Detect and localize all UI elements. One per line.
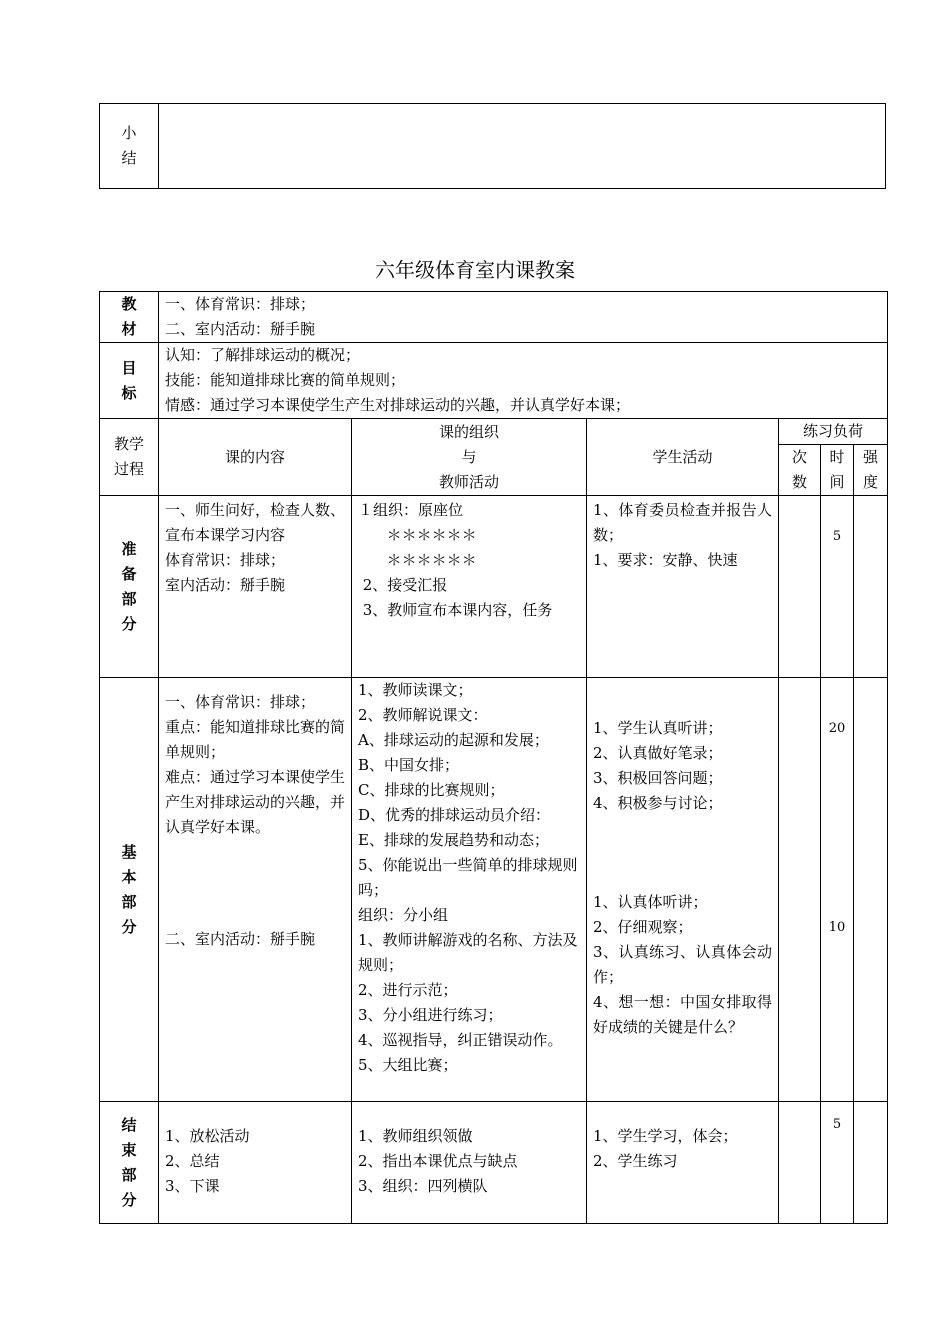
goals-line: 技能：能知道排球比赛的简单规则； [165,371,406,389]
section-label-char: 部 [121,1165,137,1184]
basic-student-line: 2、仔细观察； [593,918,693,936]
header-intensity-line: 度 [863,473,879,491]
header-time-line: 间 [829,473,845,491]
closing-student-line: 2、学生练习 [593,1152,678,1170]
header-count-line: 次 [791,448,807,466]
basic-student-line: 3、积极回答问题； [593,769,723,787]
section-label-char: 分 [121,1190,137,1209]
materials-label [100,292,159,343]
section-label-char: 束 [121,1140,137,1159]
preparation-organization-line: 2、接受汇报 [358,576,448,594]
header-process-line: 教学 [113,435,144,453]
closing-count [779,1102,821,1224]
closing-content-line: 1、放松活动 [165,1127,250,1145]
basic-organization-line: D、优秀的排球运动员介绍： [358,806,551,824]
closing-intensity [854,1102,888,1224]
header-student: 学生活动 [587,419,779,496]
basic-organization-line: 5、大组比赛； [358,1056,458,1074]
header-intensity [854,445,888,496]
basic-organization-line: B、中国女排； [358,756,460,774]
document-title: 六年级体育室内课教案 [375,258,575,282]
basic-organization-line: 5、你能说出一些简单的排球规则吗； [358,856,578,899]
section-row-preparation [100,496,888,678]
goals-label-char: 目 [121,358,137,377]
goals-content [159,343,888,419]
closing-student [587,1102,779,1224]
section-label-char: 部 [121,589,137,608]
goals-row [100,343,888,419]
basic-organization-line: 2、进行示范； [358,981,458,999]
basic-content-line: 难点：通过学习本课使学生产生对排球运动的兴趣，并认真学好本课。 [165,768,346,836]
section-label-char: 部 [121,892,137,911]
summary-box [99,103,886,189]
header-intensity-line: 强 [863,448,879,466]
preparation-content-line: 体育常识：排球； [165,551,286,569]
goals-line: 情感：通过学习本课使学生产生对排球运动的兴趣，并认真学好本课； [165,396,631,414]
basic-student-line: 3、认真练习、认真体会动作； [593,943,772,986]
basic-time-b: 10 [828,920,846,935]
basic-student-line: 2、认真做好笔录； [593,744,723,762]
materials-content [159,292,888,343]
preparation-organization-line: ＊＊＊＊＊＊ [358,551,477,569]
materials-line: 一、体育常识：排球； [165,295,316,313]
header-organization-line: 教师活动 [438,472,499,491]
section-label-char: 基 [121,842,137,861]
basic-organization-line: 1、教师讲解游戏的名称、方法及规则； [358,931,578,974]
header-organization [352,419,587,496]
closing-student-line: 1、学生学习，体会； [593,1127,738,1145]
basic-content-line: 二、室内活动：掰手腕 [165,930,316,948]
preparation-time: 5 [821,496,854,678]
materials-row [100,292,888,343]
goals-line: 认知：了解排球运动的概况； [165,346,361,364]
basic-organization-line: 1、教师读课文； [358,681,473,699]
preparation-student-line: 1、体育委员检查并报告人数； [593,501,772,544]
preparation-content-line: 一、师生问好，检查人数、 [165,501,346,519]
basic-time [821,678,854,1102]
preparation-organization-line: ＊＊＊＊＊＊ [358,526,477,544]
section-label-char: 本 [121,867,137,886]
header-process [100,419,159,496]
section-label-char: 准 [121,539,137,558]
preparation-content [159,496,352,678]
materials-line: 二、室内活动：掰手腕 [165,320,316,338]
preparation-count [779,496,821,678]
basic-content-line: 一、体育常识：排球； [165,693,316,711]
header-organization-line: 与 [461,447,477,466]
header-row [100,419,888,445]
closing-content [159,1102,352,1224]
basic-student [587,678,779,1102]
summary-label [100,104,159,188]
closing-organization [352,1102,587,1224]
materials-label-char: 材 [121,320,137,338]
header-load: 练习负荷 [779,419,888,445]
section-label-char: 分 [121,917,137,936]
basic-organization-line: C、排球的比赛规则； [358,781,505,799]
preparation-organization-line: １组织：原座位 [358,501,464,519]
summary-label-char: 结 [121,149,137,167]
goals-label-char: 标 [121,383,137,402]
header-count-line: 数 [791,473,807,491]
header-count [779,445,821,496]
header-time [821,445,854,496]
basic-time-a: 20 [828,721,846,736]
preparation-content-line: 宣布本课学习内容 [165,526,286,544]
section-label-preparation [100,496,159,678]
section-label-char: 结 [121,1115,137,1134]
lesson-plan-table [99,291,888,1224]
closing-organization-line: 2、指出本课优点与缺点 [358,1152,518,1170]
section-row-basic [100,678,888,1102]
section-label-char: 分 [121,614,137,633]
basic-count [779,678,821,1102]
preparation-intensity [854,496,888,678]
closing-content-line: 2、总结 [165,1152,220,1170]
preparation-organization [352,496,587,678]
basic-organization-line: 2、教师解说课文： [358,706,488,724]
header-content: 课的内容 [159,419,352,496]
basic-content [159,678,352,1102]
basic-organization-line: 3、分小组进行练习； [358,1006,503,1024]
closing-time: 5 [821,1102,854,1224]
preparation-organization-line: 3、教师宣布本课内容，任务 [358,601,553,619]
basic-organization-line: 4、巡视指导，纠正错误动作。 [358,1031,563,1049]
preparation-content-line: 室内活动：掰手腕 [165,576,286,594]
closing-content-line: 3、下课 [165,1177,220,1195]
basic-organization-line: E、排球的发展趋势和动态； [358,831,549,849]
closing-organization-line: 1、教师组织领做 [358,1127,473,1145]
basic-organization-line: 组织：分小组 [358,906,449,924]
header-time-line: 时 [829,448,845,466]
section-label-basic [100,678,159,1102]
basic-organization [352,678,587,1102]
section-label-closing [100,1102,159,1224]
section-row-closing [100,1102,888,1224]
summary-label-char: 小 [121,124,137,142]
basic-content-line: 重点：能知道排球比赛的简单规则； [165,718,346,761]
basic-student-line: 4、积极参与讨论； [593,794,723,812]
materials-label-char: 教 [121,295,137,313]
preparation-student [587,496,779,678]
section-label-char: 备 [121,564,137,583]
goals-label [100,343,159,419]
basic-organization-line: A、排球运动的起源和发展； [358,731,549,749]
closing-organization-line: 3、组织：四列横队 [358,1177,488,1195]
basic-student-line: 1、学生认真听讲； [593,719,723,737]
basic-intensity [854,678,888,1102]
header-process-line: 过程 [113,460,144,478]
basic-student-line: 1、认真体听讲； [593,893,708,911]
basic-student-line: 4、想一想：中国女排取得好成绩的关键是什么？ [593,993,772,1036]
header-organization-line: 课的组织 [438,422,499,441]
preparation-student-line: 1、要求：安静、快速 [593,551,738,569]
